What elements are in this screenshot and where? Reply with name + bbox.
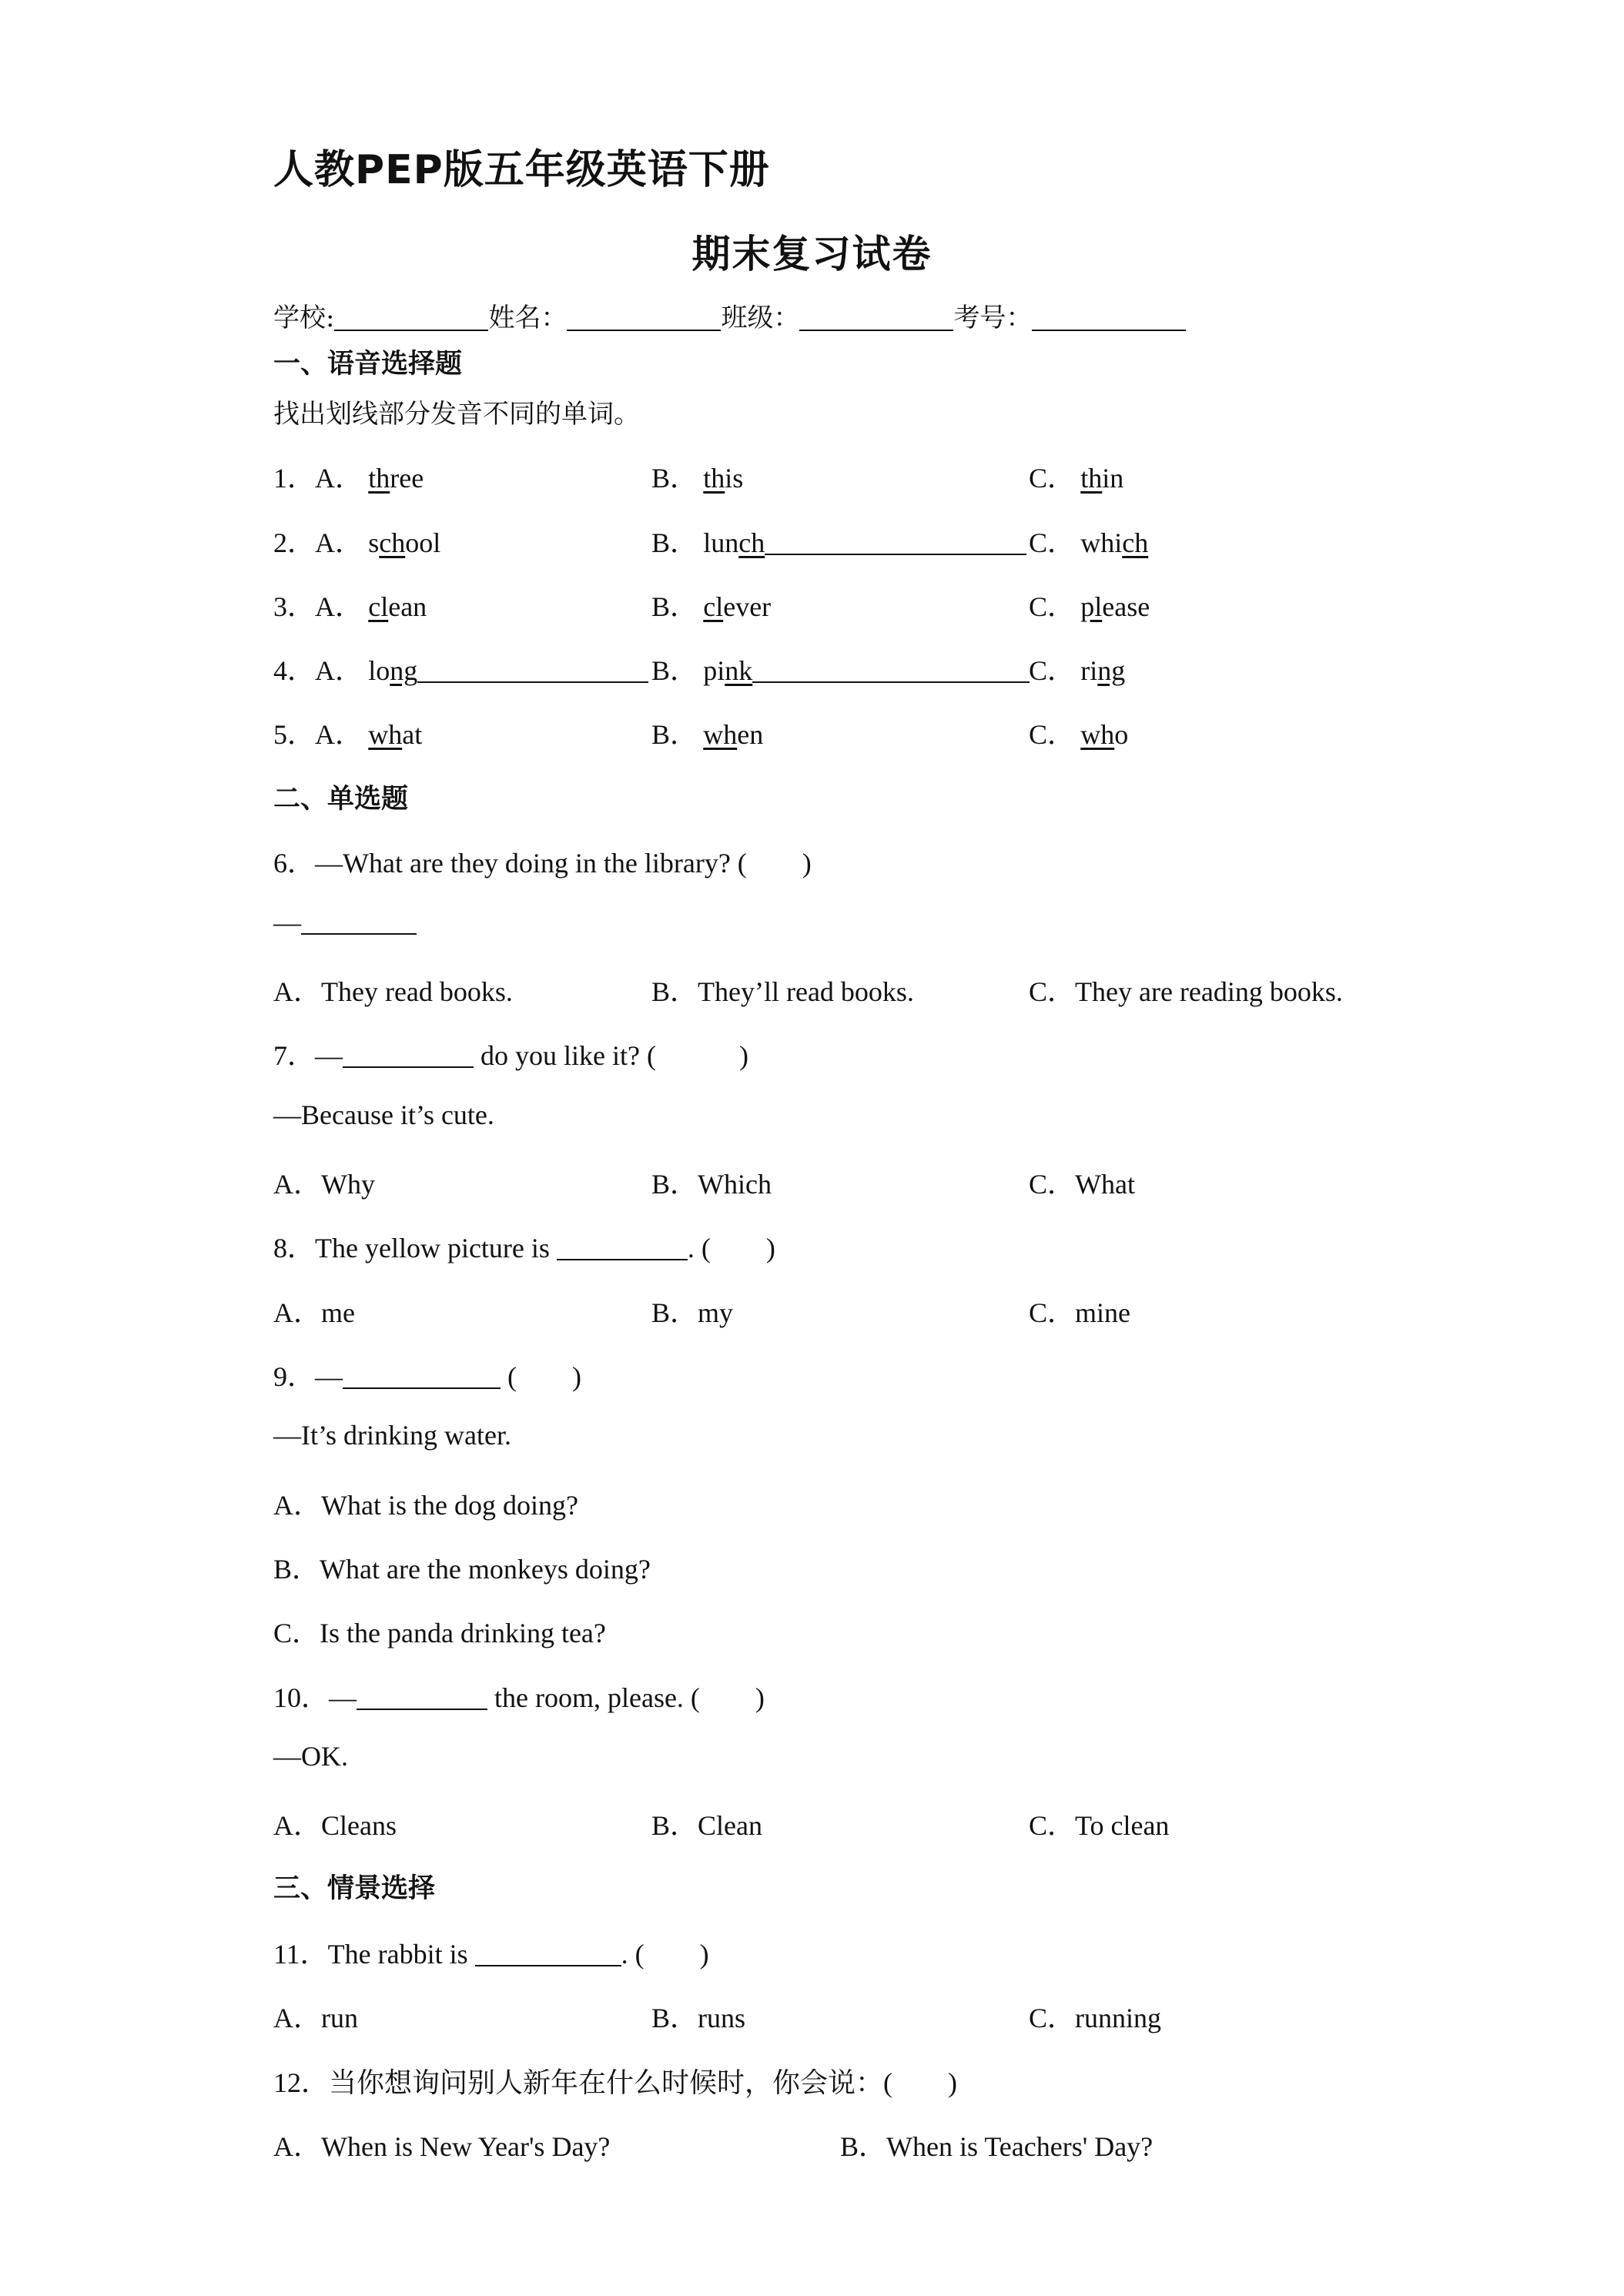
q11-stem: 11．The rabbit is . ( ) bbox=[273, 1939, 709, 1970]
q11-blank[interactable] bbox=[475, 1942, 621, 1966]
q11-option-a[interactable]: A．run bbox=[273, 2003, 358, 2033]
q7-option-a[interactable]: A．Why bbox=[273, 1169, 375, 1200]
q10-option-b[interactable]: B．Clean bbox=[651, 1810, 762, 1841]
q7-option-c[interactable]: C．What bbox=[1029, 1169, 1135, 1200]
q4-option-a[interactable]: 4．A． long bbox=[273, 649, 648, 688]
class-blank[interactable] bbox=[799, 303, 953, 331]
student-info-line bbox=[273, 296, 1186, 334]
q8-option-b[interactable]: B．my bbox=[651, 1297, 734, 1328]
q3-option-b[interactable]: B． clever bbox=[651, 591, 772, 622]
q1-option-c[interactable]: C． thin bbox=[1029, 463, 1124, 494]
q7-option-b[interactable]: B．Which bbox=[651, 1169, 772, 1200]
q6-option-a[interactable]: A．They read books. bbox=[273, 976, 513, 1007]
q7-reply: —Because it’s cute. bbox=[273, 1099, 494, 1130]
q8-stem: 8．The yellow picture is . ( ) bbox=[273, 1233, 775, 1263]
q12-option-a[interactable]: A．When is New Year's Day? bbox=[273, 2131, 611, 2162]
number-blank[interactable] bbox=[1032, 303, 1186, 331]
section2-heading: 二、单选题 bbox=[273, 784, 409, 815]
q11-option-c[interactable]: C．running bbox=[1029, 2003, 1162, 2033]
name-blank[interactable] bbox=[567, 303, 721, 331]
q6-option-b[interactable]: B．They’ll read books. bbox=[651, 976, 914, 1007]
q1-option-a[interactable]: 1．A． three bbox=[273, 463, 424, 494]
q3-option-a[interactable]: 3．A． clean bbox=[273, 591, 427, 622]
q2-option-a[interactable]: 2．A． school bbox=[273, 527, 441, 558]
q10-blank[interactable] bbox=[357, 1685, 487, 1710]
q5-option-b[interactable]: B． when bbox=[651, 719, 764, 750]
q10-option-c[interactable]: C．To clean bbox=[1029, 1810, 1170, 1841]
number-label: 考号： bbox=[953, 303, 1033, 333]
q9-stem: 9．— ( ) bbox=[273, 1361, 581, 1392]
q10-stem: 10．— the room, please. ( ) bbox=[273, 1682, 765, 1713]
school-blank[interactable] bbox=[334, 303, 488, 331]
section1-instruction: 找出划线部分发音不同的单词。 bbox=[273, 399, 640, 430]
exam-title: 人教PEP版五年级英语下册 bbox=[273, 147, 770, 193]
school-label: 学校: bbox=[273, 303, 335, 333]
q7-blank[interactable] bbox=[343, 1043, 474, 1068]
q3-option-c[interactable]: C． please bbox=[1029, 591, 1150, 622]
q6-stem: 6．—What are they doing in the library? ( ) bbox=[273, 848, 812, 879]
q9-option-a[interactable]: A．What is the dog doing? bbox=[273, 1490, 578, 1521]
q2-option-c[interactable]: C． which bbox=[1029, 527, 1149, 558]
q4-a-trailing-line bbox=[417, 658, 648, 683]
q6-option-c[interactable]: C．They are reading books. bbox=[1029, 976, 1343, 1007]
q6-answer-line[interactable]: — bbox=[273, 906, 417, 939]
q5-option-c[interactable]: C． who bbox=[1029, 719, 1129, 750]
q11-option-b[interactable]: B．runs bbox=[651, 2003, 746, 2033]
q1-option-b[interactable]: B． this bbox=[651, 463, 744, 494]
q10-reply: —OK. bbox=[273, 1741, 348, 1772]
q7-stem: 7．— do you like it? ( ) bbox=[273, 1040, 748, 1071]
q9-reply: —It’s drinking water. bbox=[273, 1420, 511, 1451]
q9-option-c[interactable]: C．Is the panda drinking tea? bbox=[273, 1618, 606, 1648]
q12-stem: 12．当你想询问别人新年在什么时候时，你会说：( ) bbox=[273, 2067, 957, 2098]
class-label: 班级： bbox=[721, 303, 800, 333]
q5-option-a[interactable]: 5．A． what bbox=[273, 719, 423, 750]
q8-blank[interactable] bbox=[557, 1236, 688, 1260]
q12-option-b[interactable]: B．When is Teachers' Day? bbox=[840, 2131, 1154, 2162]
q6-blank[interactable] bbox=[301, 910, 417, 935]
q4-b-trailing-line bbox=[752, 658, 1030, 683]
q9-blank[interactable] bbox=[343, 1364, 501, 1389]
q2-b-trailing-line bbox=[765, 530, 1026, 555]
q2-option-b[interactable]: B． lunch bbox=[651, 521, 1026, 561]
exam-subtitle: 期末复习试卷 bbox=[691, 232, 933, 276]
q8-option-c[interactable]: C．mine bbox=[1029, 1297, 1130, 1328]
q4-option-c[interactable]: C． ring bbox=[1029, 655, 1126, 686]
name-label: 姓名： bbox=[488, 303, 568, 333]
section3-heading: 三、情景选择 bbox=[273, 1873, 436, 1904]
q4-option-b[interactable]: B． pink bbox=[651, 649, 1030, 688]
q10-option-a[interactable]: A．Cleans bbox=[273, 1810, 397, 1841]
q9-option-b[interactable]: B．What are the monkeys doing? bbox=[273, 1554, 651, 1585]
section1-heading: 一、语音选择题 bbox=[273, 349, 463, 380]
q8-option-a[interactable]: A．me bbox=[273, 1297, 355, 1328]
